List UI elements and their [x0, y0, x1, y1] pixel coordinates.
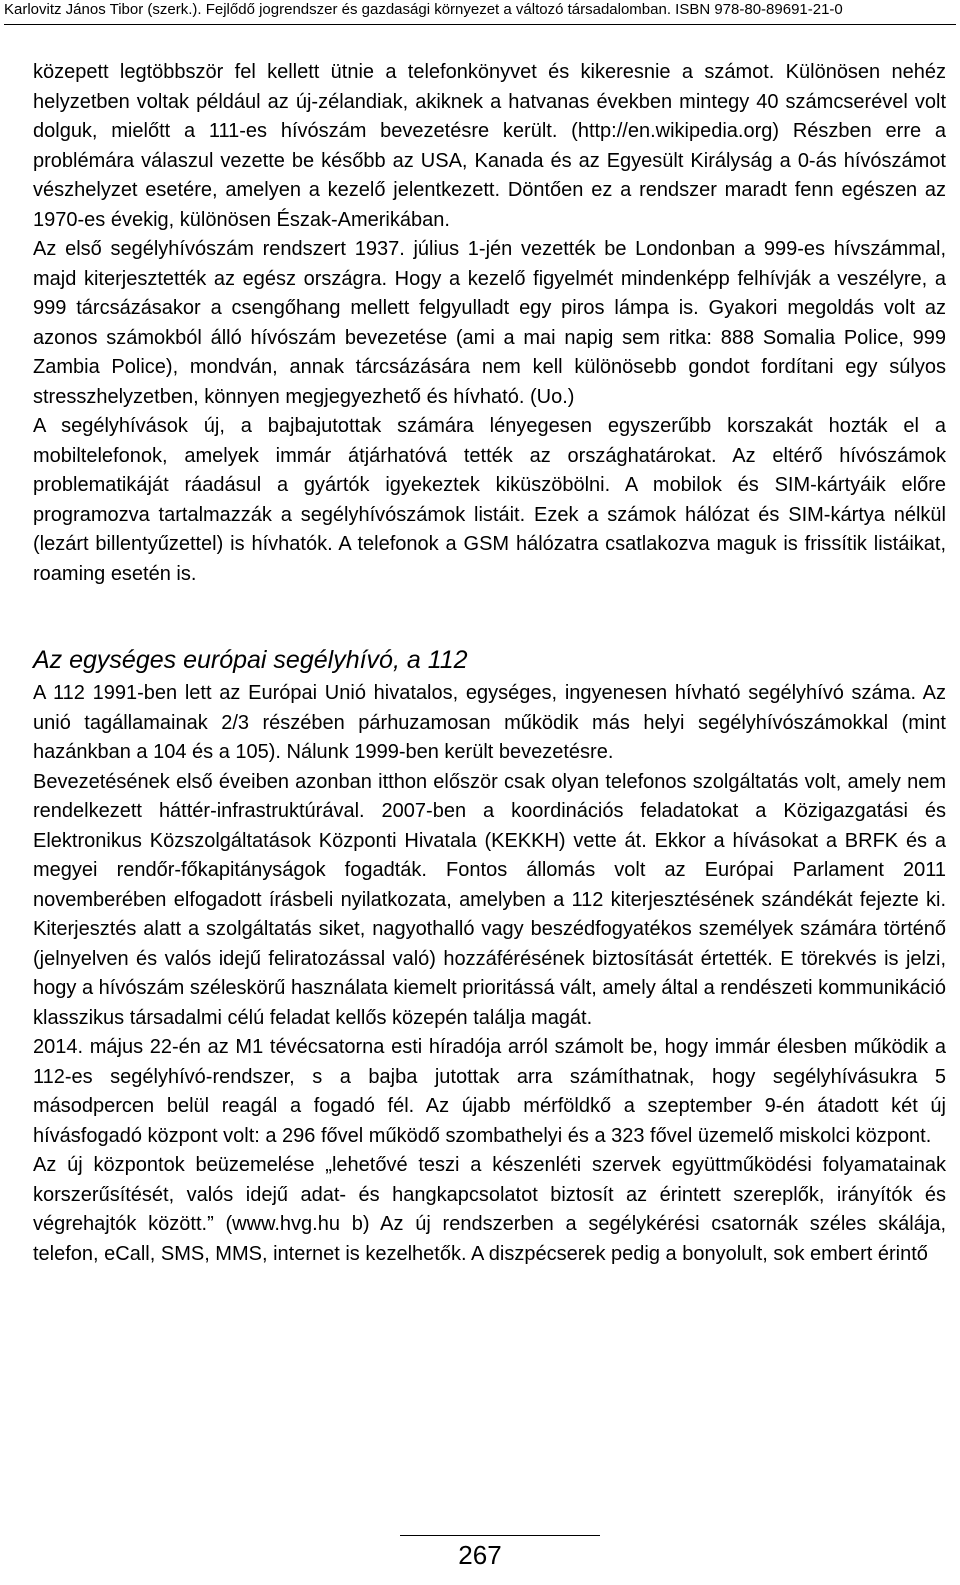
- header-divider: [4, 24, 956, 25]
- paragraph: A 112 1991-ben lett az Európai Unió hivatalos, egységes, ingyenesen hívható segélyhívó száma. Az unió tagállamainak 2/3 részében párhuzamosan működik más helyi segélyhívószámokkal (mint hazánkban a 104 és a 105). Nálunk 1999-ben került bevezetésre.: [33, 682, 946, 763]
- footer-divider: [400, 1535, 600, 1536]
- paragraph: A segélyhívások új, a bajbajutottak számára lényegesen egyszerűbb korszakát hozták el a mobiltelefonok, amelyek immár átjárhatóvá tették az országhatárokat. Az eltérő hívószámok problematikáját ráadásul a gyártók igyekeztek kiküszöbölni. A mobilok és SIM-kártyáik előre programozva tartalmazzák a segélyhívószámok listáit. Ezek a számok hálózat és SIM-kártya nélkül (lezárt billentyűzettel) is hívhatók. A telefonok a GSM hálózatra csatlakozva maguk is frissítik listáikat, roaming esetén is.: [33, 415, 946, 585]
- section-heading: Az egységes európai segélyhívó, a 112: [33, 646, 468, 674]
- paragraph: Bevezetésének első éveiben azonban itthon először csak olyan telefonos szolgáltatás volt, amely nem rendelkezett háttér-infrastruktúrával. 2007-ben a koordinációs feladatokat a Közigazgatási és Elektronikus Közszolgáltatások Központi Hivatala (KEKKH) vette át. Ekkor a hívásokat a BRFK és a megyei rendőr-főkapitányságok fogadták. Fontos állomás volt az Európai Parlament 2011 novemberében elfogadott írásbeli nyilatkozata, amelyben a 112 kiterjesztésének szándékát fejezte ki. Kiterjesztés alatt a szolgáltatás siket, nagyothalló vagy beszédfogyatékos személyek számára történő (jelnyelven és valós idejű feliratozással való) hozzáférésének biztosítását értették. E törekvés is jelzi, hogy a hívószám széleskörű használata kiemelt prioritássá vált, amely által a rendészeti kommunikáció klasszikus társadalmi célú feladat kellős közepén találja magát.: [33, 770, 946, 1029]
- paragraph: Az első segélyhívószám rendszert 1937. július 1-jén vezették be Londonban a 999-es hívszámmal, majd kiterjesztették az egész országra. Hogy a kezelő figyelmét mindenképp felhívják a veszélyre, a 999 tárcsázásakor a csengőhang mellett felgyulladt egy piros lámpa is. Gyakori megoldás volt az azonos számokból álló hívószám bevezetése (ami a mai napig sem ritka: 888 Somalia Police, 999 Zambia Police), mondván, annak tárcsázására nem kell különösebb gondot fordítani egy súlyos stresszhelyzetben, könnyen megjegyezhető és hívható. (Uo.): [33, 238, 946, 408]
- body-content: [33, 58, 946, 1269]
- paragraph: közepett legtöbbször fel kellett ütnie a telefonkönyvet és kikeresnie a számot. Különösen nehéz helyzetben voltak például az új-zélandiak, akiknek a hatvanas években mintegy 40 számcserével volt dolguk, mielőtt a 111-es hívószám bevezetésre került. (http://en.wikipedia.org) Részben erre a problémára válaszul vezette be később az USA, Kanada és az Egyesült Királyság a 0-ás hívószámot vészhelyzet esetére, amelyen a kezelő jelentkezett. Döntően ez a rendszer maradt fenn egészen az 1970-es évekig, különösen Észak-Amerikában.: [33, 61, 946, 231]
- page-number: 267: [458, 1540, 502, 1570]
- paragraph: 2014. május 22-én az M1 tévécsatorna esti híradója arról számolt be, hogy immár élesben működik a 112-es segélyhívó-rendszer, s a bajba jutottak arra számíthatnak, hogy segélyhívásukra 5 másodpercen belül reagál a fogadó fél. Az újabb mérföldkő a szeptember 9-én átadott két új hívásfogadó központ volt: a 296 fővel működő szombathelyi és a 323 fővel üzemelő miskolci központ.: [33, 1036, 946, 1147]
- running-header: Karlovitz János Tibor (szerk.). Fejlődő jogrendszer és gazdasági környezet a változó társadalomban. ISBN 978-80-89691-21-0: [4, 1, 843, 18]
- paragraph: Az új központok beüzemelése „lehetővé teszi a készenléti szervek együttműködési folyamatainak korszerűsítését, valós idejű adat- és hangkapcsolatot biztosít az érintett szereplők, irányítók és végrehajtók között.” (www.hvg.hu b) Az új rendszerben a segélykérési csatornák széles skálája, telefon, eCall, SMS, MMS, internet is kezelhetők. A diszpécserek pedig a bonyolult, sok embert érintő: [33, 1154, 946, 1265]
